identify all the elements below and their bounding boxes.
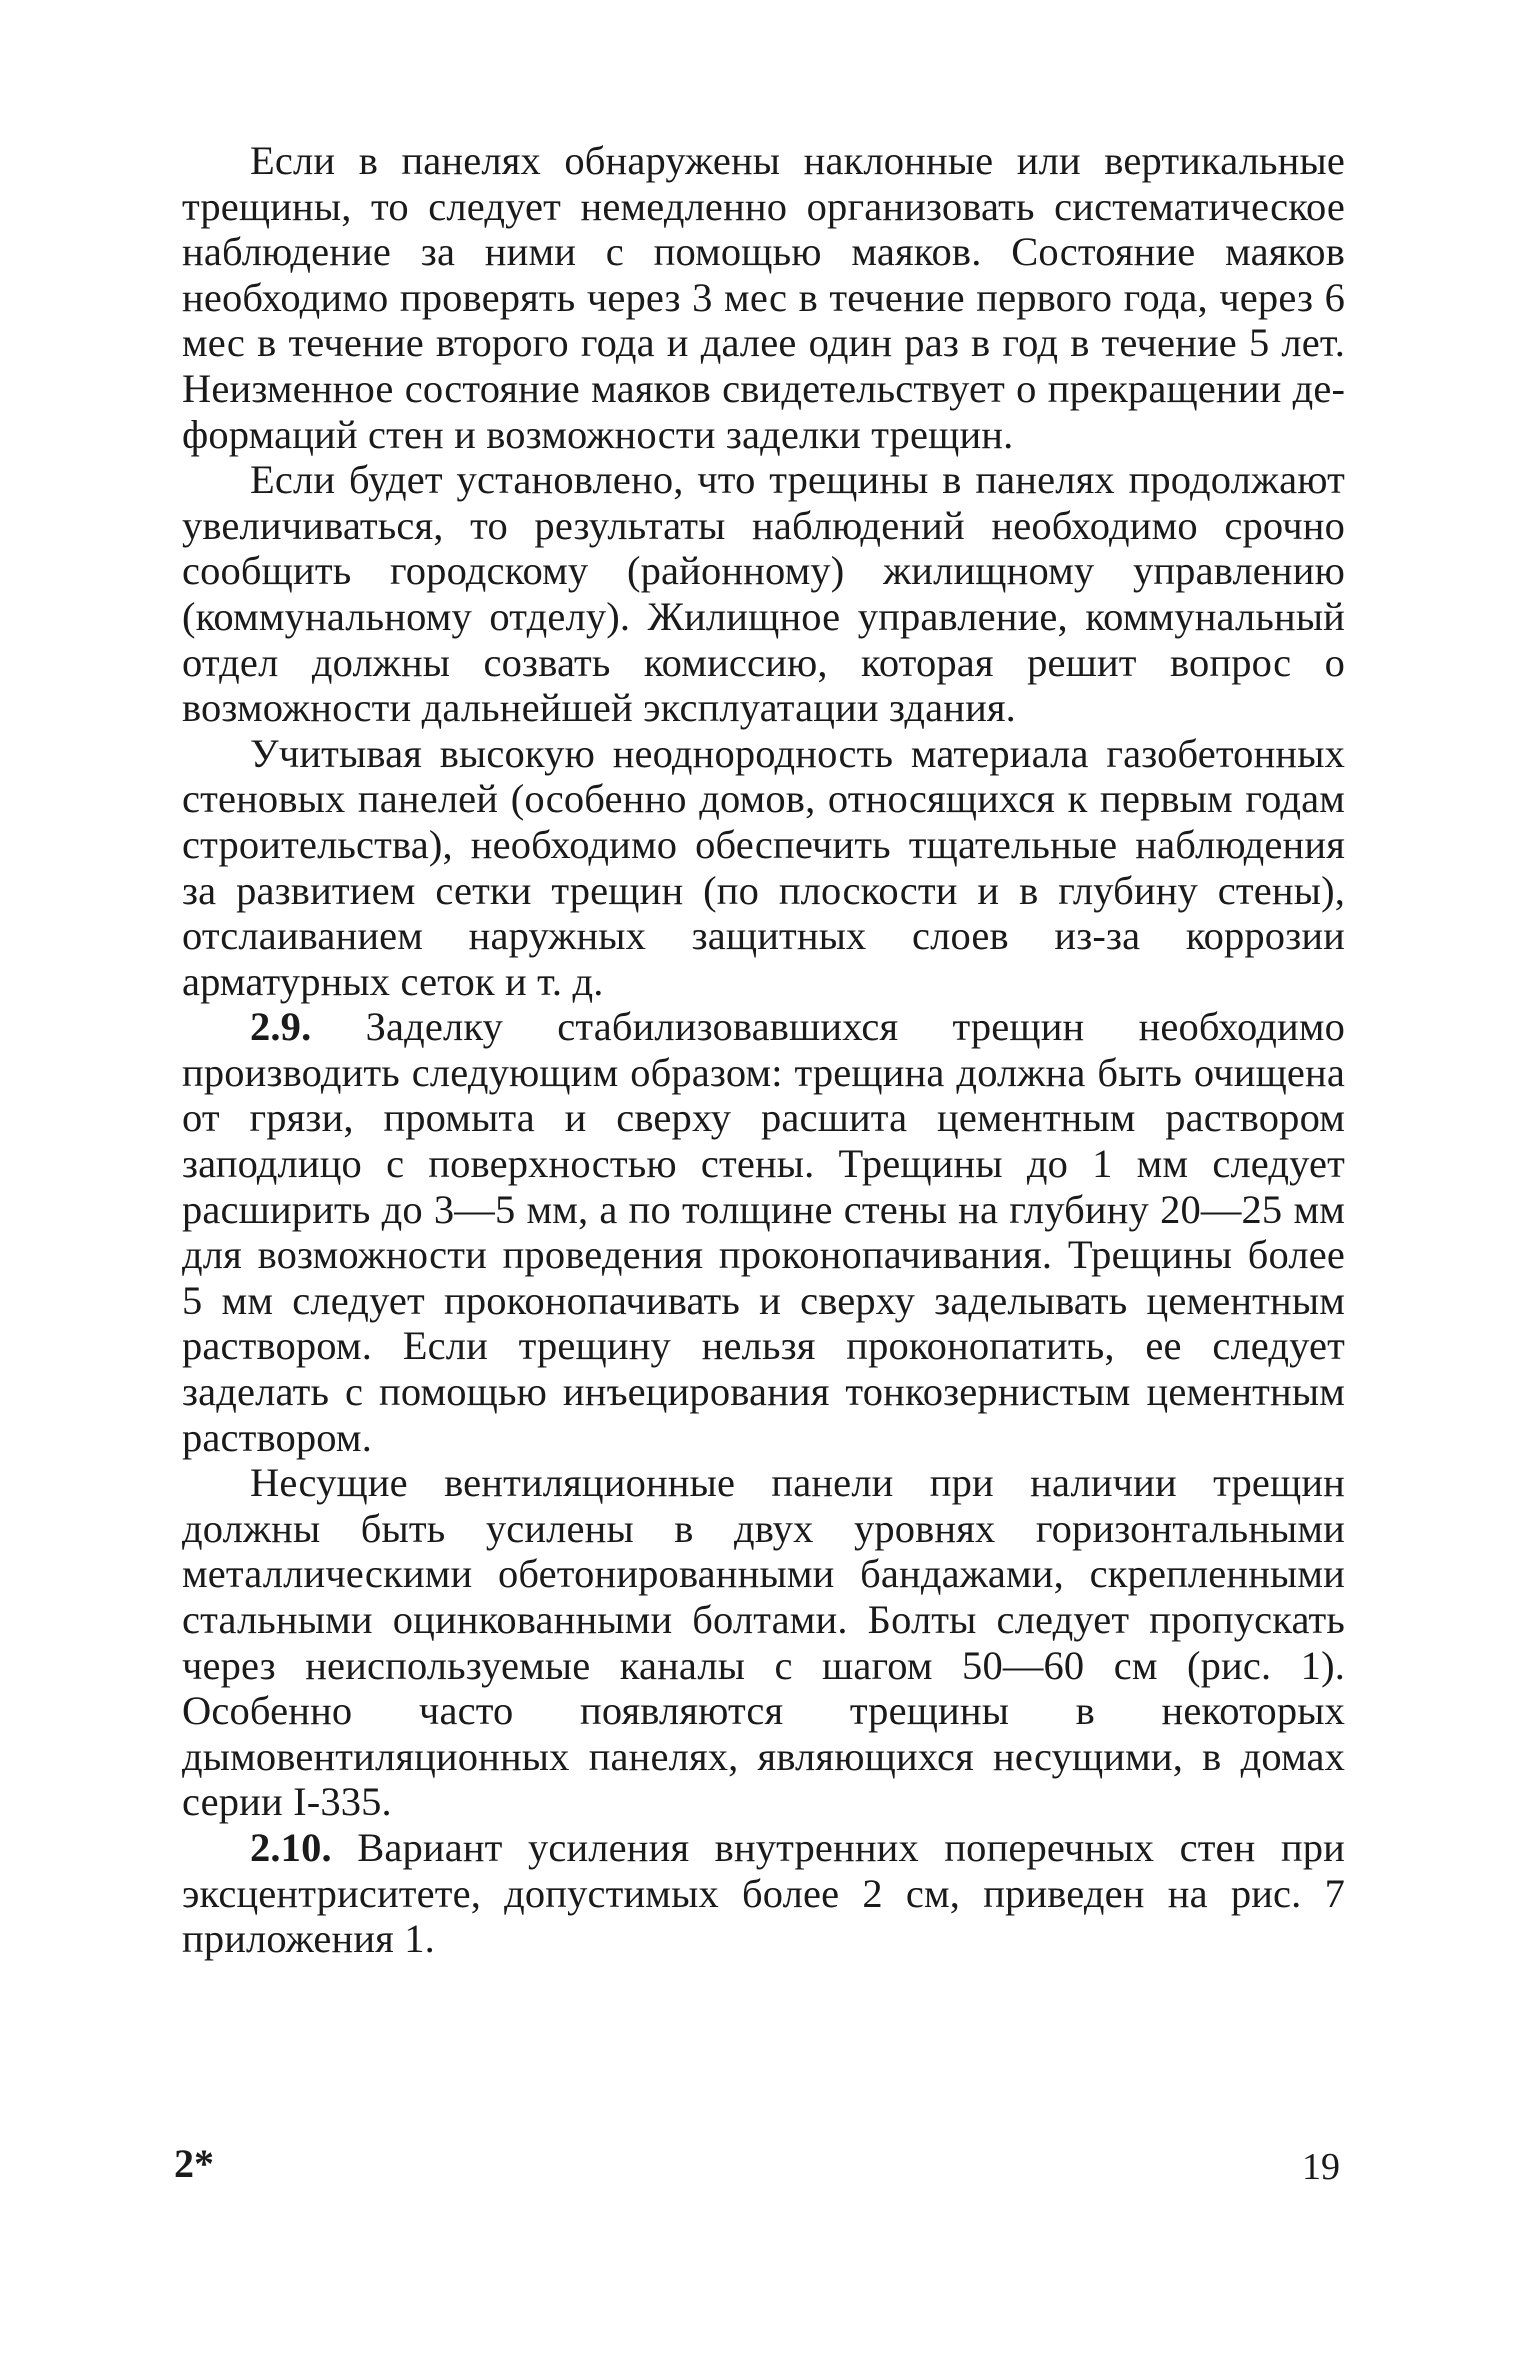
section-number: 2.9.	[250, 1004, 312, 1050]
paragraph-5	[182, 1460, 1345, 1825]
paragraph-2-text: Если будет установлено, что трещины в панелях продолжают увеличиваться, то результаты наблюдений необходимо срочно сообщить городскому (районному) жилищному управлению (коммунальному отделу). Жилищное управление, коммунальный отдел должны созвать комиссию, которая решит вопрос о возможности дальнейшей эксплуатации здания.	[182, 457, 1345, 731]
page-body	[182, 138, 1345, 1962]
section-number: 2.10.	[250, 1824, 332, 1870]
paragraph-1-text: Если в панелях обнаружены наклонные или вертикальные трещины, то следует немедленно организовать систематическое наблюдение за ними с помощью маяков. Состояние маяков необходимо проверять через 3 мес в течение первого года, через 6 мес в течение второго года и далее один раз в год в течение 5 лет. Неизменное состояние маяков свидетельствует о прекращении деформаций стен и возможности заделки трещин.	[182, 138, 1345, 457]
paragraph-3	[182, 731, 1345, 1005]
paragraph-2	[182, 457, 1345, 731]
paragraph-2-9-text: Заделку стабилизовавшихся трещин необходимо производить следующим образом: трещина должна быть очищена от грязи, промыта и сверху расшита цементным раствором заподлицо с поверхностью стены. Трещины до 1 мм следует расширить до 3—5 мм, а по толщине стены на глубину 20—25 мм для возможности проведения проконопачивания. Трещины более 5 мм следует проконопачивать и сверху заделывать цементным раствором. Если трещину нельзя проконопатить, ее следует заделать с помощью инъецирования тонкозернистым цементным раствором.	[182, 1004, 1345, 1460]
paragraph-5-text: Несущие вентиляционные панели при наличии трещин должны быть усилены в двух уровнях горизонтальными металлическими обетонированными бандажами, скрепленными стальными оцинкованными болтами. Болты следует пропускать через неиспользуемые каналы с шагом 50—60 см (рис. 1). Особенно часто появляются трещины в некоторых дымовентиляционных панелях, являющихся несущими, в домах серии I-335.	[182, 1460, 1345, 1825]
paragraph-1	[182, 138, 1345, 457]
page-number: 19	[1302, 2146, 1340, 2188]
paragraph-3-text: Учитывая высокую неоднородность материала газобетонных стеновых панелей (особенно домов, относящихся к первым годам строительства), необходимо обеспечить тщательные наблюдения за развитием сетки трещин (по плоскости и в глубину стены), отслаиванием наружных защитных слоев из-за коррозии арматурных сеток и т. д.	[182, 730, 1345, 1004]
signature-mark: 2*	[174, 2141, 214, 2186]
paragraph-2-9	[182, 1004, 1345, 1460]
paragraph-2-10-text: Вариант усиления внутренних поперечных стен при эксцентриситете, допустимых более 2 см, приведен на рис. 7 приложения 1.	[182, 1824, 1346, 1962]
paragraph-2-10	[182, 1825, 1345, 1962]
